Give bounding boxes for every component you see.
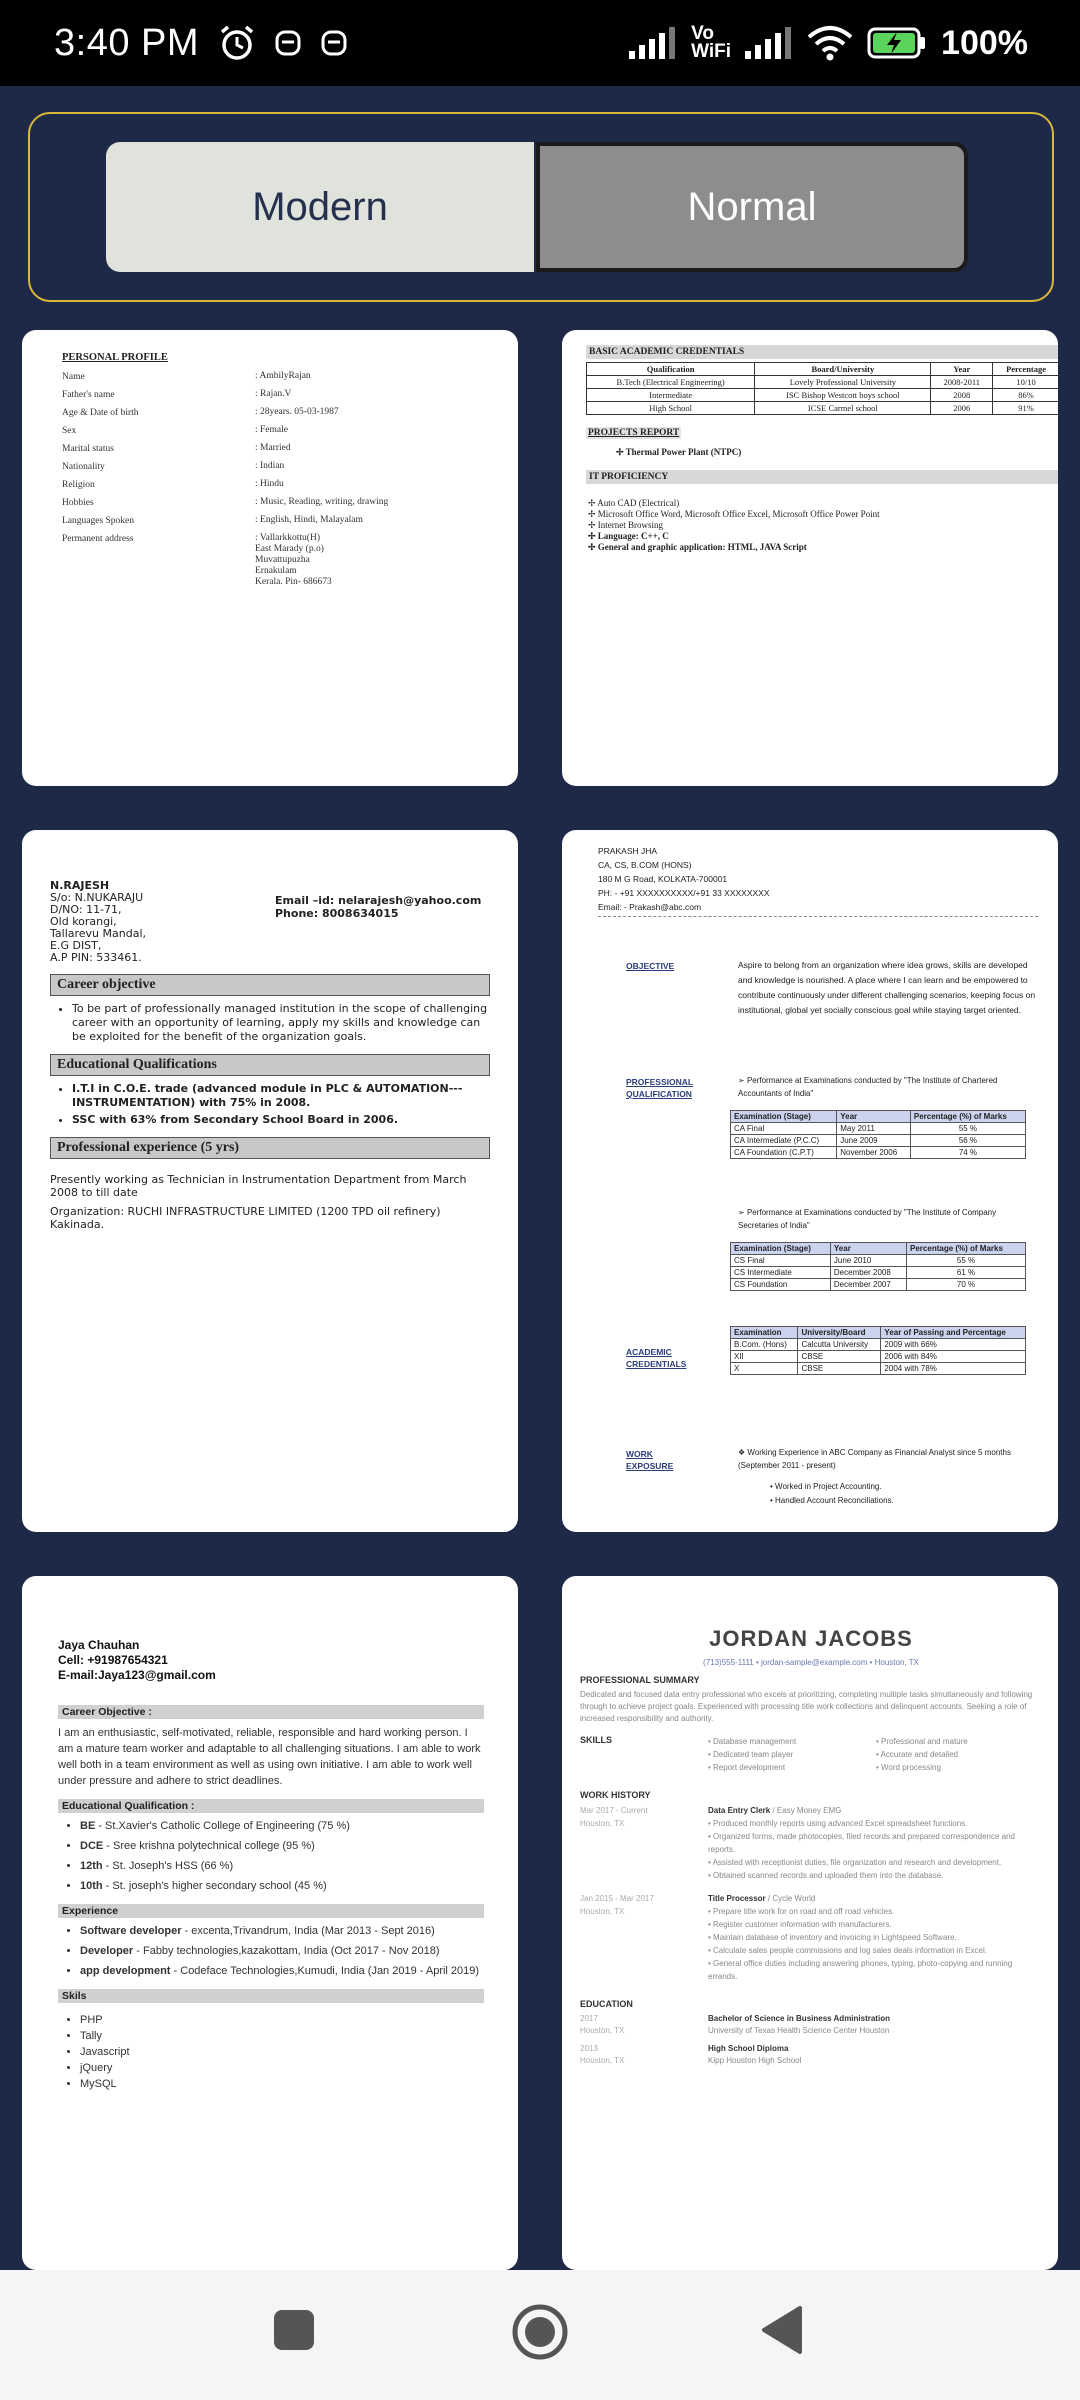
list-item-text: Produced monthly reports using advanced Excel spreadsheet functions. — [713, 1819, 968, 1828]
edu-date: 2013 Houston, TX — [580, 2044, 625, 2065]
table-row — [587, 389, 1059, 402]
field-value: : Rajan.V — [255, 389, 292, 399]
template-card-rajesh[interactable] — [22, 830, 518, 1532]
table-cell: Calcutta University — [798, 1339, 881, 1351]
list-item-text: Dedicated team player — [713, 1750, 794, 1759]
section-header: PROJECTS REPORT — [588, 428, 680, 438]
table-row — [731, 1267, 1026, 1279]
table-cell: 2009 with 66% — [881, 1339, 1026, 1351]
section-header: Skils — [58, 1989, 484, 2003]
table-cell: 91% — [993, 402, 1058, 415]
work-items — [770, 1480, 1058, 1508]
school-name: Kipp Houston High School — [708, 2056, 802, 2065]
column-header: Qualification — [587, 363, 755, 376]
experience-text: Presently working as Technician in Instrumentation Department from March 2008 to till date — [50, 1173, 467, 1199]
alarm-icon — [217, 23, 257, 63]
home-icon[interactable] — [510, 2302, 570, 2362]
degree-title: Bachelor of Science in Business Administration — [708, 2014, 890, 2023]
list-item: • Organized forms, made photocopies, filed records and prepared correspondence and reports. — [708, 1832, 1015, 1854]
table-cell: X — [731, 1363, 798, 1375]
table-row — [731, 1147, 1026, 1159]
career-text: I am an enthusiastic, self-motivated, reliable, responsible and hard working person. I am a mature team worker and adaptable to all challenging situations. I am able to work well both in a team environment as well as using own initiative. I am able to work well under pressure and adhere to strict deadlines. — [58, 1727, 481, 1787]
list-item-text: - Codeface Technologies,Kumudi, India (Jan 2019 - April 2019) — [170, 1965, 480, 1977]
phone-text: PH: - +91 XXXXXXXXXX/+91 33 XXXXXXXX — [598, 888, 770, 898]
address-line: S/o: N.NUKARAJU — [50, 891, 144, 904]
column-header: Percentage — [993, 363, 1058, 376]
address-text: 180 M G Road, KOLKATA-700001 — [598, 874, 728, 884]
table-row — [587, 402, 1059, 415]
list-item: • Professional and mature — [876, 1737, 968, 1746]
section-label: ACADEMIC CREDENTIALS — [626, 1347, 687, 1369]
list-item-bold: 10th — [80, 1880, 103, 1892]
list-item-text: - St.Xavier's Catholic College of Engineering (75 %) — [95, 1820, 350, 1832]
cs-intro-text: Performance at Examinations conducted by "The Institute of Company Secretaries of India" — [738, 1208, 997, 1230]
job-date: Mar 2017 - Current Houston, TX — [580, 1806, 648, 1828]
job-company: / Easy Money EMG — [770, 1806, 842, 1815]
list-item: ✢ Microsoft Office Word, Microsoft Office Excel, Microsoft Office Power Point — [588, 509, 880, 519]
list-item-text: Worked in Project Accounting. — [775, 1482, 882, 1491]
work-text: ❖ Working Experience in ABC Company as Financial Analyst since 5 months (September 2011 - present) — [738, 1448, 1011, 1470]
section-label: WORK EXPOSURE — [626, 1449, 674, 1471]
field-label: Religion — [62, 480, 95, 490]
list-item-text: General and graphic application: HTML, JAVA Script — [597, 542, 807, 552]
list-item — [80, 1924, 484, 1939]
list-item-text: Calculate sales people commissions and log sales deals information in Excel. — [713, 1946, 987, 1955]
table-cell: XII — [731, 1351, 798, 1363]
edu-date: 2017 Houston, TX — [580, 2014, 625, 2035]
column-header: Year — [830, 1243, 906, 1255]
column-header: Board/University — [755, 363, 931, 376]
phone-text: Phone: 8008634015 — [275, 907, 399, 920]
field-value: : Married — [255, 443, 291, 453]
list-item-bold: Developer — [80, 1945, 134, 1957]
table-cell: May 2011 — [837, 1123, 911, 1135]
email-text: Email –id: nelarajesh@yahoo.com — [275, 894, 482, 907]
signal-icon — [745, 27, 793, 59]
recent-apps-icon[interactable] — [272, 2308, 316, 2352]
vowifi-bottom: WiFi — [691, 41, 732, 62]
field-value: : Music, Reading, writing, drawing — [255, 497, 389, 507]
table-cell: 55 % — [910, 1123, 1025, 1135]
contact-line: (713)555-1111 • jordan-sample@example.com • Houston, TX — [703, 1658, 919, 1667]
list-item-text: Professional and mature — [881, 1737, 968, 1746]
list-item-text: Language: C++, C — [597, 531, 669, 541]
divider — [598, 916, 1038, 917]
table-cell: 2008 — [931, 389, 993, 402]
table-cell: December 2007 — [830, 1279, 906, 1291]
list-item-text: General office duties including answering phones, typing, photo-copying and running errands. — [708, 1959, 1013, 1981]
table-cell: CA Intermediate (P.C.C) — [731, 1135, 837, 1147]
template-card-jordan[interactable] — [562, 1576, 1058, 2270]
list-item: • Handled Account Reconciliations. — [770, 1496, 894, 1505]
table-row — [731, 1363, 1026, 1375]
address-line: A.P PIN: 533461. — [50, 951, 142, 964]
template-card-jaya[interactable] — [22, 1576, 518, 2270]
list-item: • General office duties including answering phones, typing, photo-copying and running errands. — [708, 1959, 1013, 1981]
field-value: : AmbilyRajan — [255, 371, 311, 381]
battery-charging-icon — [867, 26, 927, 60]
school-name: University of Texas Health Science Center Houston — [708, 2026, 890, 2035]
list-item: • Produced monthly reports using advanced Excel spreadsheet functions. — [708, 1819, 968, 1828]
list-item: • Dedicated team player — [708, 1750, 794, 1759]
status-bar — [0, 0, 1080, 86]
table-cell: Lovely Professional University — [755, 376, 931, 389]
table-row — [731, 1135, 1026, 1147]
field-label: Languages Spoken — [62, 516, 135, 526]
job-title: Data Entry Clerk — [708, 1806, 771, 1815]
table-cell: ICSE Carmel school — [755, 402, 931, 415]
list-item: • Obtained scanned records and uploaded them into the database. — [708, 1871, 944, 1880]
table-row — [587, 376, 1059, 389]
section-label: PROFESSIONAL QUALIFICATION — [626, 1077, 694, 1099]
cs-table — [730, 1242, 1026, 1291]
list-item: • jQuery — [80, 2061, 484, 2076]
table-cell: 61 % — [907, 1267, 1026, 1279]
table-row — [731, 1351, 1026, 1363]
style-toggle-panel — [28, 112, 1054, 302]
section-header: BASIC ACADEMIC CREDENTIALS — [586, 345, 1058, 359]
section-label: OBJECTIVE — [626, 961, 675, 971]
field-value: : 28years. 05-03-1987 — [255, 407, 339, 417]
list-item: • I.T.I in C.O.E. trade (advanced module in PLC & AUTOMATION---INSTRUMENTATION) with 75% in 2008. — [72, 1082, 490, 1110]
list-item: ✢ Internet Browsing — [588, 520, 664, 530]
list-item — [80, 1964, 484, 1979]
list-item — [80, 1839, 484, 1854]
column-header: Examination (Stage) — [731, 1111, 837, 1123]
address-line: E.G DIST, — [50, 939, 102, 952]
list-item: • Assisted with receptionist duties, file organization and research and development. — [708, 1858, 1002, 1867]
list-item — [80, 1879, 484, 1894]
section-header: EDUCATION — [580, 1999, 633, 2009]
list-item: • Accurate and detailed — [876, 1750, 958, 1759]
table-cell: 2008-2011 — [931, 376, 993, 389]
address-line: D/NO: 11-71, — [50, 903, 122, 916]
table-row — [731, 1279, 1026, 1291]
phone-text: Cell: +91987654321 — [58, 1653, 168, 1667]
list-item-text: Internet Browsing — [597, 520, 664, 530]
list-item: • Worked in Project Accounting. — [770, 1482, 882, 1491]
template-card-personal-profile[interactable] — [22, 330, 518, 786]
list-item: • To be part of professionally managed institution in the scope of challenging career with an opportunity of learning, apply my skills and knowledge can be exploited for the benefit of the organization goals. — [72, 1002, 490, 1044]
table-cell: 74 % — [910, 1147, 1025, 1159]
resume-name: Jaya Chauhan — [58, 1638, 140, 1652]
list-item: • MySQL — [80, 2077, 484, 2092]
field-label: Name — [62, 372, 85, 382]
table-cell: 86% — [993, 389, 1058, 402]
notification-icon — [273, 26, 303, 60]
field-label: Hobbies — [62, 498, 94, 508]
list-item: • SSC with 63% from Secondary School Board in 2006. — [72, 1113, 490, 1127]
table-cell: November 2006 — [837, 1147, 911, 1159]
table-cell: June 2010 — [830, 1255, 906, 1267]
table-row — [731, 1255, 1026, 1267]
table-cell: CA Foundation (C.P.T) — [731, 1147, 837, 1159]
list-item-text: - St. Joseph's HSS (66 %) — [102, 1860, 234, 1872]
academic-table — [730, 1326, 1026, 1375]
notification-icon — [319, 26, 349, 60]
column-header: University/Board — [798, 1327, 881, 1339]
address-line: Old korangi, — [50, 915, 117, 928]
list-item: ✢ Language: C++, C — [588, 531, 669, 541]
table-cell: ISC Bishop Westcott boys school — [755, 389, 931, 402]
qualifications-text: CA, CS, B.COM (HONS) — [598, 860, 692, 870]
list-item: ✢ General and graphic application: HTML, JAVA Script — [588, 542, 807, 552]
normal-tab[interactable]: Normal — [536, 142, 968, 272]
column-header: Examination (Stage) — [731, 1243, 831, 1255]
field-value: : Vallarkkottu(H) East Marady (p.o) Muvattupuzha Ernakulam Kerala. Pin- 686673 — [255, 533, 332, 587]
list-item: ✢ Auto CAD (Electrical) — [588, 498, 680, 508]
section-header: WORK HISTORY — [580, 1790, 651, 1800]
list-item-text: Microsoft Office Word, Microsoft Office Excel, Microsoft Office Power Point — [597, 509, 880, 519]
table-cell: High School — [587, 402, 755, 415]
project-item: ✢ Thermal Power Plant (NTPC) — [616, 447, 742, 457]
section-header: IT PROFICIENCY — [586, 470, 1058, 484]
list-item: • Database management — [708, 1737, 797, 1746]
list-item: • Report development — [708, 1763, 786, 1772]
list-item-text: Handled Account Reconciliations. — [775, 1496, 894, 1505]
table-cell: 10/10 — [993, 376, 1058, 389]
list-item-bold: DCE — [80, 1840, 104, 1852]
table-cell: CS Final — [731, 1255, 831, 1267]
list-item — [80, 1944, 484, 1959]
summary-text: Dedicated and focused data entry professional who excels at prioritizing, completing multiple tasks simultaneously and following through to achieve project goals. Experienced with processing title work collections and delinquent accounts. Seeking a role of increased responsibility and authority. — [580, 1690, 1033, 1723]
list-item-text: - St. joseph's higher secondary school (45 %) — [102, 1880, 327, 1892]
list-item: • Calculate sales people commissions and log sales deals information in Excel. — [708, 1946, 987, 1955]
list-item: • Maintain database of inventory and invoicing in Lightspeed Software. — [708, 1933, 957, 1942]
table-cell: 2004 with 78% — [881, 1363, 1026, 1375]
email-text: E-mail:Jaya123@gmail.com — [58, 1668, 216, 1682]
system-nav-bar — [0, 2270, 1080, 2400]
wifi-icon — [807, 25, 853, 61]
modern-tab[interactable]: Modern — [106, 142, 534, 272]
list-item-bold: BE — [80, 1820, 96, 1832]
field-label: Permanent address — [62, 534, 134, 544]
list-item-bold: Software developer — [80, 1925, 182, 1937]
field-label: Marital status — [62, 444, 114, 454]
objective-text: Aspire to belong from an organization where idea grows, skills are developed and knowledge is nourished. A place where I can learn and be empowered to contribute continuously under different challenging scenarios, keeping focus on institutional, global yet socially conscious goal while staying target oriented. — [738, 960, 1036, 1015]
list-item-text: Assisted with receptionist duties, file organization and research and development. — [712, 1858, 1002, 1867]
column-header: Year — [931, 363, 993, 376]
table-cell: B.Tech (Electrical Engineering) — [587, 376, 755, 389]
list-item-text: Register customer information with manufacturers. — [713, 1920, 892, 1929]
table-cell: CA Final — [731, 1123, 837, 1135]
section-header: Career objective — [50, 974, 490, 996]
table-cell: CBSE — [798, 1363, 881, 1375]
table-cell: 70 % — [907, 1279, 1026, 1291]
list-item-text: - Fabby technologies,kazakottam, India (Oct 2017 - Nov 2018) — [133, 1945, 440, 1957]
table-cell: December 2008 — [830, 1267, 906, 1279]
table-cell: B.Com. (Hons) — [731, 1339, 798, 1351]
table-cell: CS Intermediate — [731, 1267, 831, 1279]
project-name: Thermal Power Plant (NTPC) — [625, 447, 742, 457]
field-value: : Hindu — [255, 479, 284, 489]
experience-text: Organization: RUCHI INFRASTRUCTURE LIMITED (1200 TPD oil refinery) Kakinada. — [50, 1205, 441, 1231]
vowifi-label — [691, 25, 731, 61]
field-label: Father's name — [62, 390, 115, 400]
table-cell: Intermediate — [587, 389, 755, 402]
ca-intro-text: Performance at Examinations conducted by "The Institute of Chartered Accountants of India" — [738, 1076, 998, 1098]
list-item: • Tally — [80, 2029, 484, 2044]
signal-icon — [629, 27, 677, 59]
cs-intro: ➢ Performance at Examinations conducted by "The Institute of Company Secretaries of India" — [738, 1208, 997, 1230]
column-header: Year — [837, 1111, 911, 1123]
table-cell: 56 % — [910, 1135, 1025, 1147]
list-item — [80, 1859, 484, 1874]
table-cell: 2006 with 84% — [881, 1351, 1026, 1363]
vowifi-top: Vo — [691, 23, 714, 44]
section-header: Experience — [58, 1904, 484, 1918]
list-item — [80, 1819, 484, 1834]
job-company: / Cycle World — [765, 1894, 816, 1903]
ca-intro: ➢ Performance at Examinations conducted by "The Institute of Chartered Accountants of India" — [738, 1076, 998, 1098]
table-cell: CBSE — [798, 1351, 881, 1363]
table-cell: June 2009 — [837, 1135, 911, 1147]
template-card-academic-credentials[interactable] — [562, 330, 1058, 786]
list-item-text: Obtained scanned records and uploaded them into the database. — [713, 1871, 944, 1880]
list-item: • Word processing — [876, 1763, 941, 1772]
address-line: Tallarevu Mandal, — [50, 927, 146, 940]
ca-table — [730, 1110, 1026, 1159]
list-item-text: Maintain database of inventory and invoicing in Lightspeed Software. — [713, 1933, 957, 1942]
field-label: Age & Date of birth — [62, 408, 139, 418]
resume-name: JORDAN JACOBS — [709, 1626, 913, 1651]
table-row — [731, 1339, 1026, 1351]
job-title: Title Processor — [708, 1894, 766, 1903]
list-item-text: - Sree krishna polytechnical college (95 %) — [103, 1840, 315, 1852]
list-item-text: Report development — [713, 1763, 786, 1772]
list-item-text: Accurate and detailed — [880, 1750, 958, 1759]
field-value: : Indian — [255, 461, 285, 471]
section-header: PERSONAL PROFILE — [62, 352, 168, 363]
list-item-text: Word processing — [881, 1763, 941, 1772]
column-header: Percentage (%) of Marks — [907, 1243, 1026, 1255]
battery-percent: 100% — [941, 23, 1028, 62]
back-icon[interactable] — [760, 2304, 804, 2356]
list-item: • Javascript — [80, 2045, 484, 2060]
section-header: Educational Qualifications — [50, 1054, 490, 1076]
list-item: • PHP — [80, 2013, 484, 2028]
field-value: : Female — [255, 425, 288, 435]
table-cell: CS Foundation — [731, 1279, 831, 1291]
column-header: Year of Passing and Percentage — [881, 1327, 1026, 1339]
section-header: Career Objective : — [58, 1705, 484, 1719]
table-cell: 55 % — [907, 1255, 1026, 1267]
credentials-table — [586, 362, 1058, 415]
template-card-prakash[interactable] — [562, 830, 1058, 1532]
degree-title: High School Diploma — [708, 2044, 789, 2053]
column-header: Percentage (%) of Marks — [910, 1111, 1025, 1123]
section-header: PROFESSIONAL SUMMARY — [580, 1675, 700, 1685]
list-item-text: Prepare title work for on road and off road vehicles. — [713, 1907, 895, 1916]
section-header: Professional experience (5 yrs) — [50, 1137, 490, 1159]
list-item-bold: 12th — [80, 1860, 103, 1872]
field-value: : English, Hindi, Malayalam — [255, 515, 363, 525]
list-item: • Register customer information with manufacturers. — [708, 1920, 892, 1929]
list-item-text: Organized forms, made photocopies, filed records and prepared correspondence and reports. — [708, 1832, 1015, 1854]
email-text: Email: - Prakash@abc.com — [598, 902, 702, 912]
section-header: Educational Qualification : — [58, 1799, 484, 1813]
field-label: Nationality — [62, 462, 105, 472]
work-text-body: Working Experience in ABC Company as Financial Analyst since 5 months (September 2011 - present) — [738, 1448, 1011, 1470]
status-time: 3:40 PM — [54, 21, 200, 64]
table-row — [731, 1123, 1026, 1135]
resume-name: N.RAJESH — [50, 879, 110, 892]
field-label: Sex — [62, 426, 77, 436]
job-date: Jan 2015 - Mar 2017 Houston, TX — [580, 1894, 654, 1916]
list-item-text: Auto CAD (Electrical) — [597, 498, 680, 508]
table-cell: 2006 — [931, 402, 993, 415]
list-item: • Prepare title work for on road and off road vehicles. — [708, 1907, 895, 1916]
column-header: Examination — [731, 1327, 798, 1339]
resume-name: PRAKASH JHA — [598, 846, 658, 856]
section-header: SKILLS — [580, 1735, 613, 1745]
list-item-bold: app development — [80, 1965, 171, 1977]
list-item-text: Database management — [713, 1737, 797, 1746]
list-item-text: - excenta,Trivandrum, India (Mar 2013 - Sept 2016) — [181, 1925, 435, 1937]
